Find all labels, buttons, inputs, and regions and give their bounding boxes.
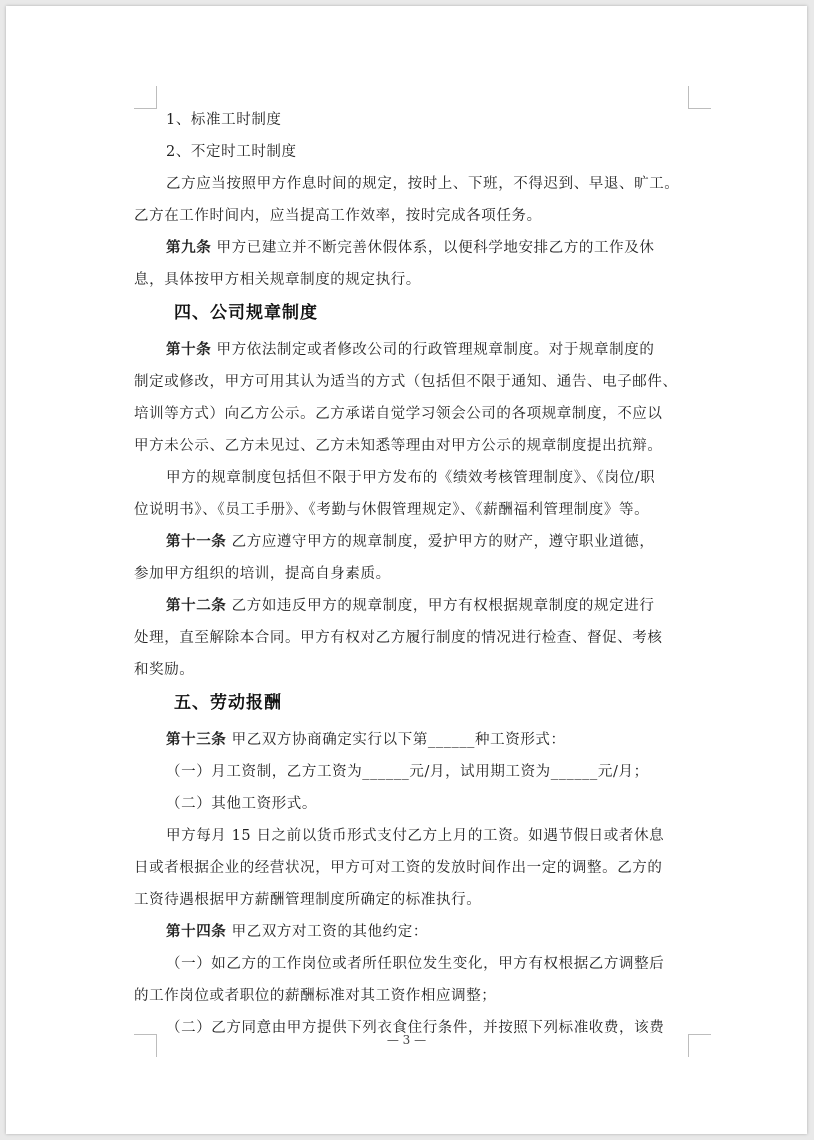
text-line: 甲方的规章制度包括但不限于甲方发布的《绩效考核管理制度》、《岗位/职 (166, 470, 656, 486)
text-line: （一）如乙方的工作岗位或者所任职位发生变化，甲方有权根据乙方调整后 (166, 956, 665, 972)
article-line (166, 596, 654, 616)
article-text: 甲方依法制定或者修改公司的行政管理规章制度。对于规章制度的 (211, 342, 655, 358)
text-line: 甲方每月 15 日之前以货币形式支付乙方上月的工资。如遇节假日或者休息 (166, 828, 665, 844)
text-line: 和奖励。 (134, 662, 195, 678)
article-text: 甲方已建立并不断完善休假体系，以便科学地安排乙方的工作及休 (211, 240, 655, 256)
text-line: 2、不定时工时制度 (166, 144, 297, 160)
text-line: 工资待遇根据甲方薪酬管理制度所确定的标准执行。 (134, 892, 482, 908)
article-number: 第十二条 (166, 597, 227, 614)
article-line (166, 340, 654, 360)
text-line: （二）乙方同意由甲方提供下列衣食住行条件，并按照下列标准收费，该费 (166, 1020, 665, 1036)
text-line: 甲方未公示、乙方未见过、乙方未知悉等理由对甲方公示的规章制度提出抗辩。 (134, 438, 663, 454)
text-line: 日或者根据企业的经营状况，甲方可对工资的发放时间作出一定的调整。乙方的 (134, 860, 663, 876)
section-heading: 五、劳动报酬 (174, 693, 282, 713)
article-text: 乙方如违反甲方的规章制度，甲方有权根据规章制度的规定进行 (226, 598, 655, 614)
article-number: 第九条 (166, 239, 212, 256)
page-number: — 3 — (386, 1033, 427, 1047)
text-line: 参加甲方组织的培训，提高自身素质。 (134, 566, 391, 582)
text-line: 制定或修改，甲方可用其认为适当的方式（包括但不限于通知、通告、电子邮件、 (134, 374, 678, 390)
article-line (166, 730, 566, 750)
article-number: 第十条 (166, 341, 212, 358)
section-heading: 四、公司规章制度 (174, 303, 318, 323)
margin-corner-mark (688, 86, 711, 109)
article-number: 第十四条 (166, 923, 227, 940)
article-text: 乙方应遵守甲方的规章制度，爱护甲方的财产，遵守职业道德， (226, 534, 655, 550)
text-line: 的工作岗位或者职位的薪酬标准对其工资作相应调整； (134, 988, 497, 1004)
margin-corner-mark (134, 86, 157, 109)
article-number: 第十三条 (166, 731, 227, 748)
article-text: 甲乙双方对工资的其他约定： (226, 924, 428, 940)
text-line: 位说明书》、《员工手册》、《考勤与休假管理规定》、《薪酬福利管理制度》等。 (134, 502, 650, 518)
article-line (166, 238, 654, 258)
text-line: 息，具体按甲方相关规章制度的规定执行。 (134, 272, 421, 288)
article-number: 第十一条 (166, 533, 227, 550)
article-text: 甲乙双方协商确定实行以下第______种工资形式： (226, 732, 566, 748)
document-page (6, 6, 807, 1134)
article-line (166, 532, 654, 552)
text-line: 1、标准工时制度 (166, 112, 282, 128)
article-line (166, 922, 428, 942)
text-line: 处理，直至解除本合同。甲方有权对乙方履行制度的情况进行检查、督促、考核 (134, 630, 663, 646)
text-line: 培训等方式）向乙方公示。乙方承诺自觉学习领会公司的各项规章制度，不应以 (134, 406, 663, 422)
text-line: （一）月工资制，乙方工资为______元/月，试用期工资为______元/月； (166, 764, 649, 780)
text-line: 乙方在工作时间内，应当提高工作效率，按时完成各项任务。 (134, 208, 542, 224)
text-line: （二）其他工资形式。 (166, 796, 317, 812)
text-line: 乙方应当按照甲方作息时间的规定，按时上、下班，不得迟到、早退、旷工。 (166, 176, 680, 192)
